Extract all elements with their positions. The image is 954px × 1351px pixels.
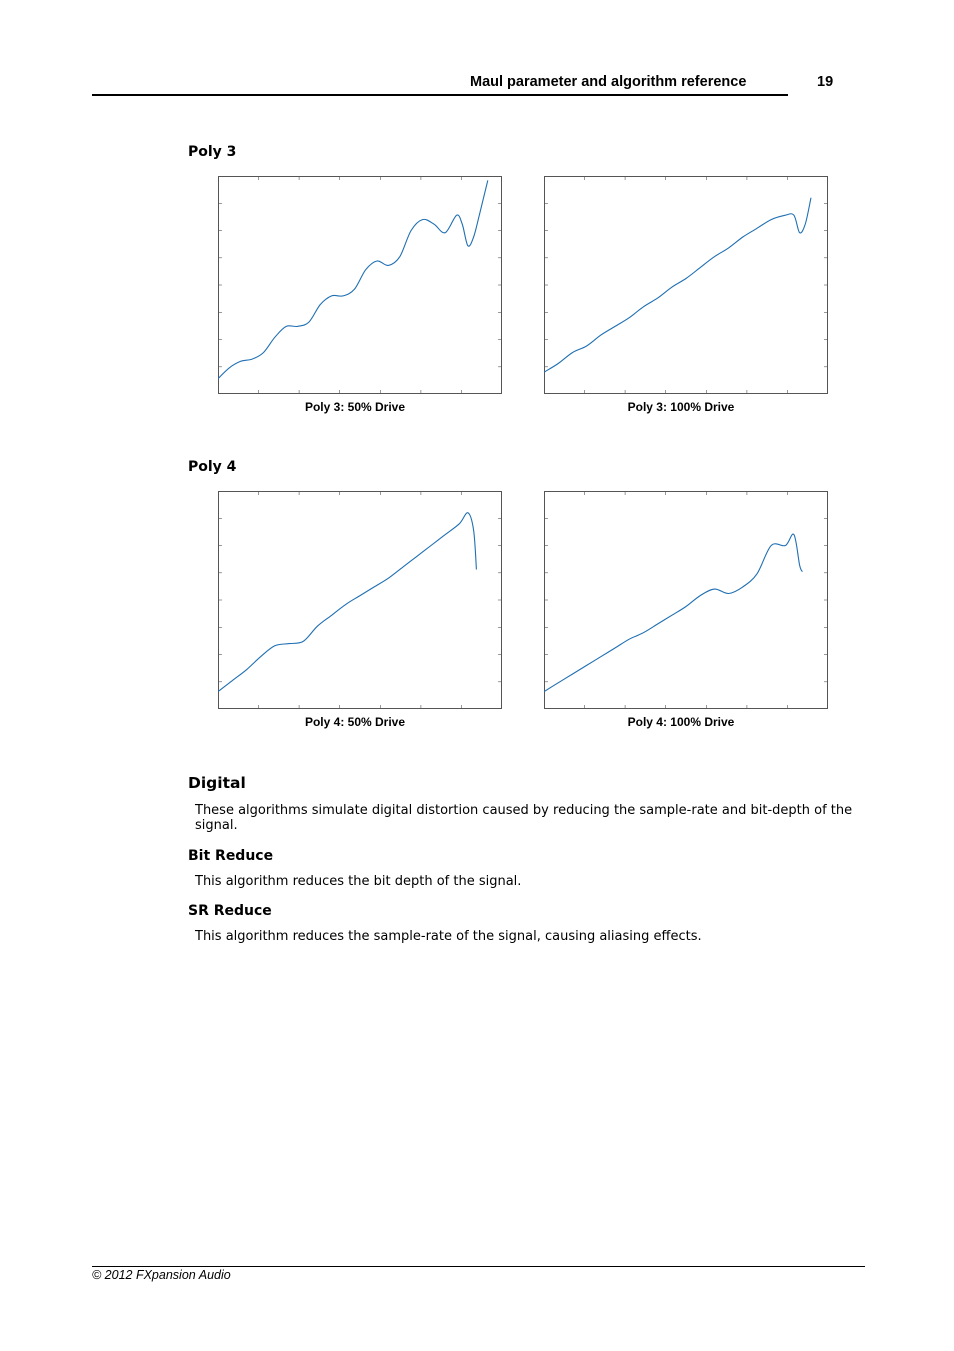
bit-reduce-paragraph: This algorithm reduces the bit depth of the signal. [195,874,522,889]
chart-poly3-100 [544,176,828,394]
footer-rule [92,1266,865,1267]
chart-frame [545,177,828,394]
page-number: 19 [817,74,834,90]
chart-poly4-50 [218,491,502,709]
chart-poly4-50-caption: Poly 4: 50% Drive [304,715,406,729]
chart-poly4-100-svg [544,491,828,709]
chart-poly4-50-svg [218,491,502,709]
chart-poly3-100-svg [544,176,828,394]
chart-poly3-50-caption: Poly 3: 50% Drive [304,400,406,414]
chart-frame [545,492,828,709]
chart-poly4-100-caption: Poly 4: 100% Drive [627,715,735,729]
section-poly4-label: Poly 4 [188,459,237,475]
chart-frame [219,177,502,394]
chart-poly3-50 [218,176,502,394]
sr-reduce-paragraph: This algorithm reduces the sample-rate of the signal, causing aliasing effects. [195,929,702,944]
footer-copyright: © 2012 FXpansion Audio [92,1268,231,1282]
header-rule [92,94,788,96]
header-title: Maul parameter and algorithm reference [470,74,747,90]
digital-paragraph: These algorithms simulate digital distortion caused by reducing the sample-rate and bit-depth of the signal. [195,803,853,833]
chart-poly3-50-svg [218,176,502,394]
section-poly3-label: Poly 3 [188,144,237,160]
digital-heading: Digital [188,774,246,792]
chart-poly4-100 [544,491,828,709]
chart-poly3-100-caption: Poly 3: 100% Drive [627,400,735,414]
sr-reduce-heading: SR Reduce [188,903,272,919]
bit-reduce-heading: Bit Reduce [188,848,274,864]
